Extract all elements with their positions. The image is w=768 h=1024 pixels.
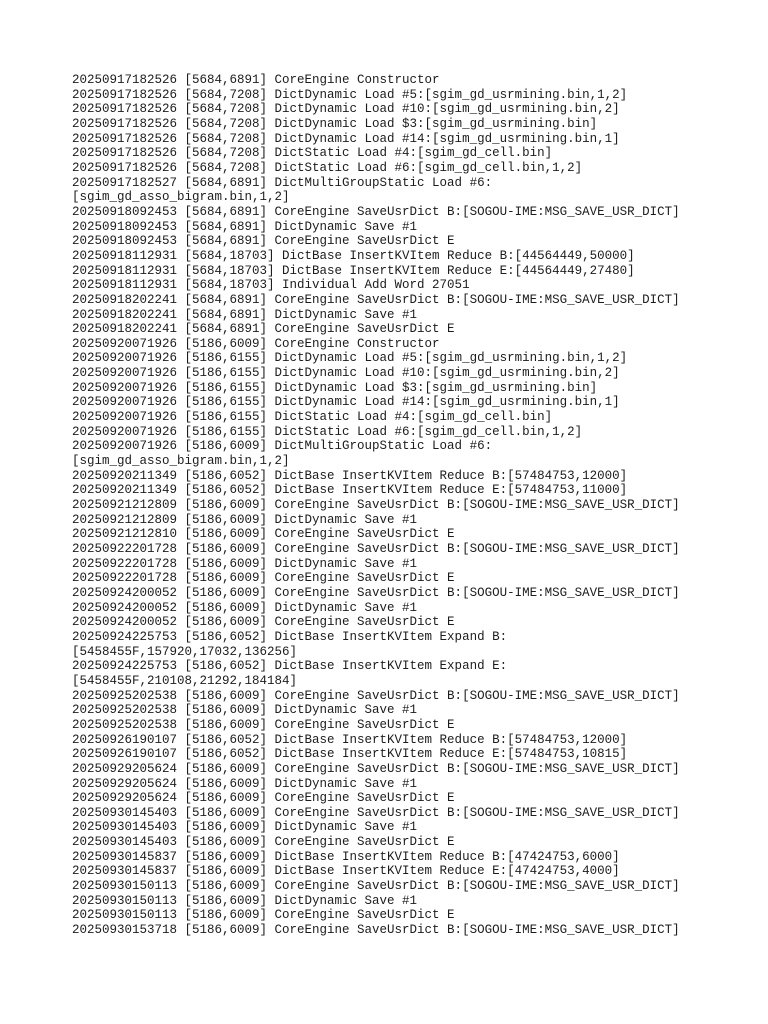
log-line: 20250925202538 [5186,6009] DictDynamic Save #1 [72, 703, 418, 718]
log-line: 20250929205624 [5186,6009] CoreEngine SaveUsrDict B:[SOGOU-IME:MSG_SAVE_USR_DICT] [72, 761, 680, 776]
log-line: 20250930150113 [5186,6009] CoreEngine SaveUsrDict E [72, 908, 455, 923]
log-line: 20250917182526 [5684,7208] DictStatic Load #6:[sgim_gd_cell.bin,1,2] [72, 160, 583, 175]
log-line: 20250924200052 [5186,6009] CoreEngine SaveUsrDict B:[SOGOU-IME:MSG_SAVE_USR_DICT] [72, 585, 680, 600]
log-line: 20250930145403 [5186,6009] CoreEngine SaveUsrDict E [72, 835, 455, 850]
log-line: 20250917182527 [5684,6891] DictMultiGroupStatic Load #6: [72, 175, 493, 190]
log-text [72, 73, 752, 938]
log-line: 20250917182526 [5684,7208] DictDynamic Load #10:[sgim_gd_usrmining.bin,2] [72, 102, 620, 117]
log-line: 20250920211349 [5186,6052] DictBase InsertKVItem Reduce B:[57484753,12000] [72, 468, 628, 483]
log-line: 20250918112931 [5684,18703] Individual Add Word 27051 [72, 278, 470, 293]
log-line: 20250918092453 [5684,6891] DictDynamic Save #1 [72, 219, 418, 234]
log-line: 20250930145837 [5186,6009] DictBase InsertKVItem Reduce E:[47424753,4000] [72, 864, 620, 879]
log-line: 20250920071926 [5186,6155] DictDynamic Load #5:[sgim_gd_usrmining.bin,1,2] [72, 351, 628, 366]
log-line: 20250930145403 [5186,6009] DictDynamic Save #1 [72, 820, 418, 835]
log-line: 20250922201728 [5186,6009] DictDynamic Save #1 [72, 556, 418, 571]
log-line: 20250924200052 [5186,6009] CoreEngine SaveUsrDict E [72, 615, 455, 630]
log-line-continuation: [5458455F,157920,17032,136256] [72, 644, 298, 659]
log-line: 20250930153718 [5186,6009] CoreEngine SaveUsrDict B:[SOGOU-IME:MSG_SAVE_USR_DICT] [72, 923, 680, 938]
log-line-continuation: [sgim_gd_asso_bigram.bin,1,2] [72, 190, 290, 205]
log-line: 20250920071926 [5186,6009] DictMultiGroupStatic Load #6: [72, 439, 493, 454]
log-line: 20250921212809 [5186,6009] CoreEngine SaveUsrDict B:[SOGOU-IME:MSG_SAVE_USR_DICT] [72, 498, 680, 513]
log-line: 20250930145403 [5186,6009] CoreEngine SaveUsrDict B:[SOGOU-IME:MSG_SAVE_USR_DICT] [72, 805, 680, 820]
log-line: 20250917182526 [5684,7208] DictDynamic Load #5:[sgim_gd_usrmining.bin,1,2] [72, 87, 628, 102]
log-line: 20250917182526 [5684,7208] DictDynamic Load $3:[sgim_gd_usrmining.bin] [72, 116, 598, 131]
log-line-continuation: [5458455F,210108,21292,184184] [72, 673, 298, 688]
log-line: 20250930145837 [5186,6009] DictBase InsertKVItem Reduce B:[47424753,6000] [72, 849, 620, 864]
log-line: 20250920071926 [5186,6155] DictStatic Load #4:[sgim_gd_cell.bin] [72, 410, 553, 425]
log-line: 20250929205624 [5186,6009] DictDynamic Save #1 [72, 776, 418, 791]
log-line: 20250918092453 [5684,6891] CoreEngine SaveUsrDict E [72, 234, 455, 249]
log-line: 20250924225753 [5186,6052] DictBase InsertKVItem Expand E: [72, 659, 508, 674]
log-line: 20250918112931 [5684,18703] DictBase InsertKVItem Reduce B:[44564449,50000] [72, 248, 635, 263]
log-line: 20250921212809 [5186,6009] DictDynamic Save #1 [72, 512, 418, 527]
log-line: 20250921212810 [5186,6009] CoreEngine SaveUsrDict E [72, 527, 455, 542]
log-line: 20250930150113 [5186,6009] DictDynamic Save #1 [72, 893, 418, 908]
log-line: 20250930150113 [5186,6009] CoreEngine SaveUsrDict B:[SOGOU-IME:MSG_SAVE_USR_DICT] [72, 879, 680, 894]
log-line: 20250920071926 [5186,6009] CoreEngine Constructor [72, 336, 440, 351]
log-line: 20250920211349 [5186,6052] DictBase InsertKVItem Reduce E:[57484753,11000] [72, 483, 628, 498]
log-line: 20250926190107 [5186,6052] DictBase InsertKVItem Reduce B:[57484753,12000] [72, 732, 628, 747]
log-line: 20250925202538 [5186,6009] CoreEngine SaveUsrDict E [72, 717, 455, 732]
log-line: 20250920071926 [5186,6155] DictDynamic Load #14:[sgim_gd_usrmining.bin,1] [72, 395, 620, 410]
log-line: 20250922201728 [5186,6009] CoreEngine SaveUsrDict B:[SOGOU-IME:MSG_SAVE_USR_DICT] [72, 542, 680, 556]
log-line: 20250926190107 [5186,6052] DictBase InsertKVItem Reduce E:[57484753,10815] [72, 747, 628, 762]
log-line: 20250917182526 [5684,7208] DictStatic Load #4:[sgim_gd_cell.bin] [72, 146, 553, 161]
log-line: 20250918202241 [5684,6891] CoreEngine SaveUsrDict B:[SOGOU-IME:MSG_SAVE_USR_DICT] [72, 292, 680, 307]
log-line: 20250920071926 [5186,6155] DictDynamic Load #10:[sgim_gd_usrmining.bin,2] [72, 366, 620, 381]
log-line: 20250920071926 [5186,6155] DictDynamic Load $3:[sgim_gd_usrmining.bin] [72, 380, 598, 395]
log-line: 20250924225753 [5186,6052] DictBase InsertKVItem Expand B: [72, 629, 508, 644]
log-line: 20250925202538 [5186,6009] CoreEngine SaveUsrDict B:[SOGOU-IME:MSG_SAVE_USR_DICT] [72, 688, 680, 703]
log-line-continuation: [sgim_gd_asso_bigram.bin,1,2] [72, 454, 290, 469]
log-line: 20250917182526 [5684,7208] DictDynamic Load #14:[sgim_gd_usrmining.bin,1] [72, 131, 620, 146]
log-line: 20250918112931 [5684,18703] DictBase InsertKVItem Reduce E:[44564449,27480] [72, 263, 635, 278]
log-line: 20250918202241 [5684,6891] CoreEngine SaveUsrDict E [72, 322, 455, 337]
log-line: 20250924200052 [5186,6009] DictDynamic Save #1 [72, 600, 418, 615]
log-line: 20250918092453 [5684,6891] CoreEngine SaveUsrDict B:[SOGOU-IME:MSG_SAVE_USR_DICT] [72, 204, 680, 219]
log-line: 20250920071926 [5186,6155] DictStatic Load #6:[sgim_gd_cell.bin,1,2] [72, 424, 583, 439]
log-line: 20250929205624 [5186,6009] CoreEngine SaveUsrDict E [72, 791, 455, 806]
log-line: 20250922201728 [5186,6009] CoreEngine SaveUsrDict E [72, 571, 455, 586]
log-line: 20250918202241 [5684,6891] DictDynamic Save #1 [72, 307, 418, 322]
log-line: 20250917182526 [5684,6891] CoreEngine Constructor [72, 73, 440, 87]
